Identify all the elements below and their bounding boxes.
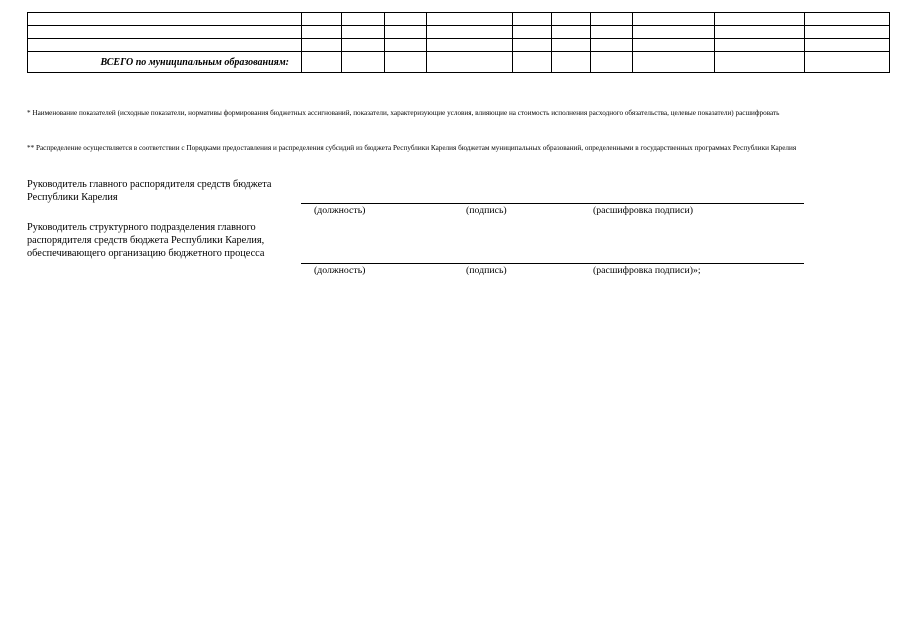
table-cell	[302, 39, 342, 52]
head-signer-title: Руководитель главного распорядителя средств бюджета Республики Карелия	[27, 179, 272, 203]
table-cell	[591, 52, 633, 73]
table-cell	[513, 52, 552, 73]
table-cell	[552, 39, 591, 52]
table-cell	[805, 13, 890, 26]
table-cell	[805, 52, 890, 73]
table-row	[28, 13, 890, 26]
table-cell	[805, 39, 890, 52]
table-cell	[715, 39, 805, 52]
structural-signature-line	[301, 263, 804, 264]
footnote-distribution: ** Распределение осуществляется в соответствии с Порядками предоставления и распределения субсидий из бюджета Республики Карелия бюджетам муниципальных образований, определенными в государственных программах Республики Карелия	[27, 144, 797, 152]
table-cell	[715, 52, 805, 73]
table-cell	[342, 26, 385, 39]
table-cell	[552, 26, 591, 39]
table-cell	[342, 13, 385, 26]
structural-signature-caption: (подпись)	[466, 265, 507, 276]
table-cell	[513, 26, 552, 39]
table-cell	[385, 52, 427, 73]
table-row	[28, 39, 890, 52]
table-cell	[28, 39, 302, 52]
total-row	[28, 52, 890, 73]
table-cell	[591, 13, 633, 26]
table-cell	[633, 13, 715, 26]
table-cell	[385, 39, 427, 52]
table-cell	[715, 26, 805, 39]
structural-position-caption: (должность)	[314, 265, 366, 276]
table-cell	[385, 26, 427, 39]
structural-signer-title: Руководитель структурного подразделения главного распорядителя средств бюджета Республики Карелия, обеспечивающего организацию бюджетного процесса	[27, 222, 265, 259]
table-row	[28, 26, 890, 39]
table-cell	[342, 39, 385, 52]
structural-decode-caption: (расшифровка подписи)»;	[593, 265, 701, 276]
table-cell	[552, 52, 591, 73]
table-cell	[302, 52, 342, 73]
table-cell	[302, 26, 342, 39]
head-decode-caption: (расшифровка подписи)	[593, 205, 694, 216]
table-cell	[591, 39, 633, 52]
footnote-indicators: * Наименование показателей (исходные показатели, нормативы формирования бюджетных ассигнований, показатели, характеризующие условия, влияющие на стоимость исполнения расходного обязательства, целевые показатели) расшифровать	[27, 109, 780, 117]
table-cell	[427, 13, 513, 26]
head-position-caption: (должность)	[314, 205, 366, 216]
total-row-label: ВСЕГО по муниципальным образованиям:	[28, 52, 302, 73]
table-cell	[513, 13, 552, 26]
table-cell	[715, 13, 805, 26]
table-cell	[342, 52, 385, 73]
head-signature-caption: (подпись)	[466, 205, 507, 216]
table-cell	[591, 26, 633, 39]
table-cell	[28, 13, 302, 26]
table-cell	[805, 26, 890, 39]
table-cell	[552, 13, 591, 26]
head-signature-line	[301, 203, 804, 204]
table-cell	[633, 39, 715, 52]
table-cell	[427, 26, 513, 39]
table-cell	[427, 52, 513, 73]
table-cell	[633, 26, 715, 39]
table-cell	[633, 52, 715, 73]
table-cell	[513, 39, 552, 52]
table-cell	[28, 26, 302, 39]
table-cell	[385, 13, 427, 26]
table-cell	[302, 13, 342, 26]
allocation-table	[27, 12, 890, 73]
table-cell	[427, 39, 513, 52]
